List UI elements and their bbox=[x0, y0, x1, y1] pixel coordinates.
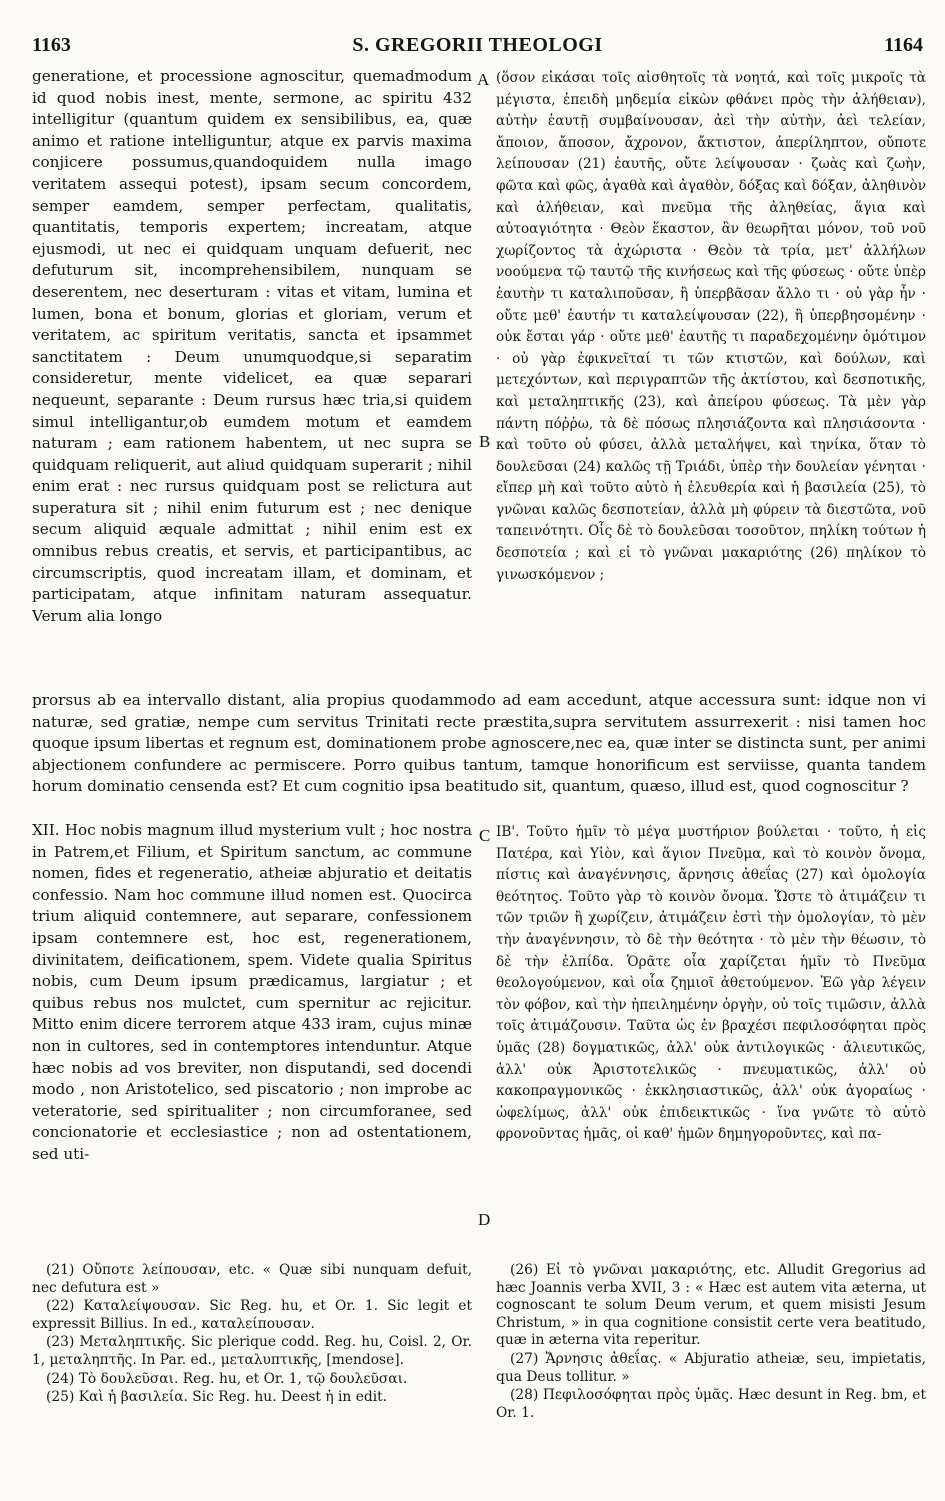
footnote-27: (27) Ἄρνησις ἀθεΐας. « Abjuratio atheiæ, seu, impietatis, qua Deus tollitur. » bbox=[496, 1350, 926, 1385]
footnote-23: (23) Μεταληπτικῆς. Sic plerique codd. Reg. hu, Coisl. 2, Or. 1, μεταληπτῆς. In Par. ed., μεταλυπτικῆς, [mendose]. bbox=[32, 1334, 472, 1368]
footnote-26: (26) Εἰ τὸ γνῶναι μακαριότης, etc. Alludit Gregorius ad hæc Joannis verba XVII, 3 : « Hæc est autem vita æterna, ut cognoscant te solum Deum verum, et quem misisti Jesum Christum, » in qua cognitione consistit certe vera beatitudo, quæ in æterna vita reperitur. bbox=[496, 1262, 926, 1349]
marker-c: C bbox=[479, 826, 491, 845]
marker-a: A bbox=[477, 70, 490, 89]
footnote-21: (21) Οὔποτε λείπουσαν, etc. « Quæ sibi nunquam defuit, nec defutura est » bbox=[32, 1262, 472, 1296]
running-title: S. GREGORII THEOLOGI bbox=[352, 34, 603, 56]
latin-column-upper: generatione, et processione agnoscitur, quemadmodum id quod nobis inest, mente, sermone, ac spiritu 432 intelligitur (quantum quidem ex sensibilibus, ea, quæ animo et ratione intelliguntur, atque ex parvis maxima conjicere possumus,quandoquidem nulla imago veritatem assequi potest), ipsam secum concordem, semper eamdem, semper perfectam, qualitatis, quantitatis, temporis expertem; increatam, atque ejusmodi, ut nec ei quidquam unquam defuerit, nec defuturum sit, incomprehensibilem, nunquam se deserentem, nec deserturam : vitas et vitam, lumina et lumen, bona et bonum, glorias et gloriam, verum et veritatem, ac spiritum veritatis, sancta et ipsammet sanctitatem : Deum unumquodque,si separatim consideretur, mente videlicet, ea quæ separari nequeunt, separante : Deum rursus hæc tria,si quidem simul intelligantur,ob eumdem motum et eamdem naturam ; eam rationem habentem, ut nec supra se quidquam reliquerit, aut aliud quidquam superarit ; nihil enim erat : nec rursus quidquam post se relictura aut superatura sit ; nihil enim futurum est ; nec denique secum aliquid æquale admittat ; nihil enim est ex omnibus rebus creatis, et servis, et participantibus, ac circumscriptis, quod increatam illam, et dominam, et participatam, atque infinitam naturam assequatur. Verum alia longo bbox=[32, 67, 472, 625]
footnote-22: (22) Καταλείψουσαν. Sic Reg. hu, et Or. 1. Sic legit et expressit Billius. In ed., καταλείπουσαν. bbox=[32, 1298, 472, 1332]
right-page-number: 1164 bbox=[884, 34, 923, 56]
marker-b: B bbox=[479, 432, 491, 451]
marker-d: D bbox=[478, 1210, 491, 1229]
latin-column-lower: XII. Hoc nobis magnum illud mysterium vult ; hoc nostra in Patrem,et Filium, et Spiritum sanctum, ac commune nomen, fides et regeneratio, atheiæ abjuratio et deitatis confessio. Nam hoc commune illud nomen est. Quocirca trium aliquid contemnere, aut separare, confessionem ipsam contemnere est, hoc est, regenerationem, divinitatem, deificationem, spem. Videte qualia Spiritus nobis, cum Deum ipsum prædicamus, largiatur ; et quibus rebus nos mulctet, cum spernitur ac rejicitur. Mitto enim dicere terrorem atque 433 iram, cujus minæ non in cultores, sed in contemptores intenduntur. Atque hæc nobis ad vos breviter, non disputandi, sed docendi modo , non Aristotelico, sed piscatorio ; non improbe ac veteratorie, sed spiritualiter ; non circumforanee, sed concionatorie et ecclesiastice ; non ad ostentationem, sed uti- bbox=[32, 821, 472, 1163]
footnotes-right bbox=[496, 1262, 926, 1423]
greek-column-lower: ΙΒ'. Τοῦτο ἡμῖν τὸ μέγα μυστήριον βούλεται · τοῦτο, ἡ εἰς Πατέρα, καὶ Υἱὸν, καὶ ἅγιον Πνεῦμα, καὶ τὸ κοινὸν ὄνομα, πίστις καὶ ἀναγέννησις, ἄρνησις ἀθεΐας (27) καὶ ὁμολογία θεότητος. Τοῦτο γὰρ τὸ κοινὸν ὄνομα. Ὥστε τὸ ἀτιμάζειν τι τῶν τριῶν ἢ χωρίζειν, ἀτιμάζειν ἐστὶ τὴν ὁμολογίαν, τὸ μὲν τὴν ἀναγέννησιν, τὸ δὲ τὴν θεότητα · τὸ μὲν τὴν θέωσιν, τὸ δὲ τὴν ἐλπίδα. Ὁρᾶτε οἷα χαρίζεται ἡμῖν τὸ Πνεῦμα θεολογούμενον, καὶ οἷα ζημιοῖ ἀθετούμενον. Ἐῶ γὰρ λέγειν τὸν φόβον, καὶ τὴν ἠπειλημένην ὀργὴν, οὐ τοῖς τιμῶσιν, ἀλλὰ τοῖς ἀτιμάζουσιν. Ταῦτα ὡς ἐν βραχέσι πεφιλοσόφηται πρὸς ὑμᾶς (28) δογματικῶς, ἀλλ' οὐκ ἀντιλογικῶς · ἁλιευτικῶς, ἀλλ' οὐκ Ἀριστοτελικῶς · πνευματικῶς, ἀλλ' οὐ κακοπραγμονικῶς · ἐκκλησιαστικῶς, ἀλλ' οὐκ ἀγοραίως · ὠφελίμως, ἀλλ' οὐκ ἐπιδεικτικῶς · ἵνα γνῶτε τὸ αὐτὸ φρονοῦντας ἡμᾶς, οἱ καθ' ἡμῶν δημηγοροῦντες, καὶ πα- bbox=[496, 824, 926, 1143]
left-page-number: 1163 bbox=[32, 34, 71, 56]
footnote-24: (24) Τὸ δουλεῦσαι. Reg. hu, et Or. 1, τῷ δουλεῦσαι. bbox=[46, 1370, 408, 1387]
greek-column-upper: (ὅσον εἰκάσαι τοῖς αἰσθητοῖς τὰ νοητά, καὶ τοῖς μικροῖς τὰ μέγιστα, ἐπειδὴ μηδεμία εἰκὼν φθάνει πρὸς τὴν ἀλήθειαν), αὐτὴν ἑαυτῇ συμβαίνουσαν, ἀεὶ τὴν αὐτὴν, ἀεὶ τελείαν, ἄποιον, ἄποσον, ἄχρονον, ἄκτιστον, ἀπερίληπτον, οὔποτε λείπουσαν (21) ἑαυτῆς, οὔτε λείψουσαν · ζωὰς καὶ ζωὴν, φῶτα καὶ φῶς, ἀγαθὰ καὶ ἀγαθὸν, δόξας καὶ δόξαν, ἀληθινὸν καὶ ἀλήθειαν, καὶ πνεῦμα τῆς ἀληθείας, ἅγια καὶ αὐτοαγιότητα · Θεὸν ἕκαστον, ἂν θεωρῆται μόνον, τοῦ νοῦ χωρίζοντος τὰ ἀχώριστα · Θεὸν τὰ τρία, μετ' ἀλλήλων νοούμενα τῷ ταυτῷ τῆς κινήσεως καὶ τῆς φύσεως · οὔτε ὑπὲρ ἑαυτὴν τι καταλιποῦσαν, ἢ ὑπερβᾶσαν ἄλλο τι · οὐ γὰρ ἦν · οὔτε μεθ' ἑαυτήν τι καταλείψουσαν (22), ἢ ὑπερβησομένην · οὐκ ἔσται γάρ · οὔτε μεθ' ἑαυτῆς τι παραδεχομένην ὁμότιμον · οὐ γὰρ ἐφικνεῖταί τι τῶν κτιστῶν, καὶ δούλων, καὶ μετεχόντων, καὶ περιγραπτῶν τῆς ἀκτίστου, καὶ δεσποτικῆς, καὶ μεταληπτικῆς (23), καὶ ἀπείρου φύσεως. Τὰ μὲν γὰρ πάντη πόῤῥω, τὰ δὲ πόσως πλησιάζοντα καὶ πλησιάσοντα · καὶ τοῦτο οὐ φύσει, ἀλλὰ μεταλήψει, καὶ τηνίκα, ὅταν τὸ δουλεῦσαι (24) καλῶς τῇ Τριάδι, ὑπὲρ τὴν δουλείαν γένηται · εἴπερ μὴ καὶ τοῦτο αὐτὸ ἡ ἐλευθερία καὶ ἡ βασιλεία (25), τὸ γνῶναι καλῶς δεσποτείαν, ἀλλὰ μὴ φύρειν τὰ διεστῶτα, νοῦ ταπεινότητι. Οἷς δὲ τὸ δουλεῦσαι τοσοῦτον, πηλίκη τούτων ἡ δεσποτεία ; καὶ εἰ τὸ γνῶναι μακαριότης (26) πηλίκον τὸ γινωσκόμενον ; bbox=[496, 70, 926, 583]
latin-full-width-paragraph: prorsus ab ea intervallo distant, alia propius quodammodo ad eam accedunt, atque accessura sunt: idque non vi naturæ, sed gratiæ, nempe cum servitus Trinitati recte præstita,supra servitutem assurrexerit : nisi tamen hoc quoque ipsum libertas et regnum est, dominationem probe agnoscere,nec ea, quæ inter se distincta sunt, per animi abjectionem confundere ac permiscere. Porro quibus tantum, tamque honorificum est serviisse, quanta tandem horum dominatio censenda est? Et cum cognitio ipsa beatitudo sit, quantum, quæso, illud est, quod cognoscitur ? bbox=[32, 691, 926, 796]
footnote-28: (28) Πεφιλοσόφηται πρὸς ὑμᾶς. Hæc desunt in Reg. bm, et Or. 1. bbox=[496, 1387, 926, 1421]
footnote-25: (25) Καὶ ἡ βασιλεία. Sic Reg. hu. Deest ἡ in edit. bbox=[46, 1389, 388, 1406]
footnotes-left bbox=[32, 1262, 472, 1408]
page-header bbox=[32, 34, 923, 58]
